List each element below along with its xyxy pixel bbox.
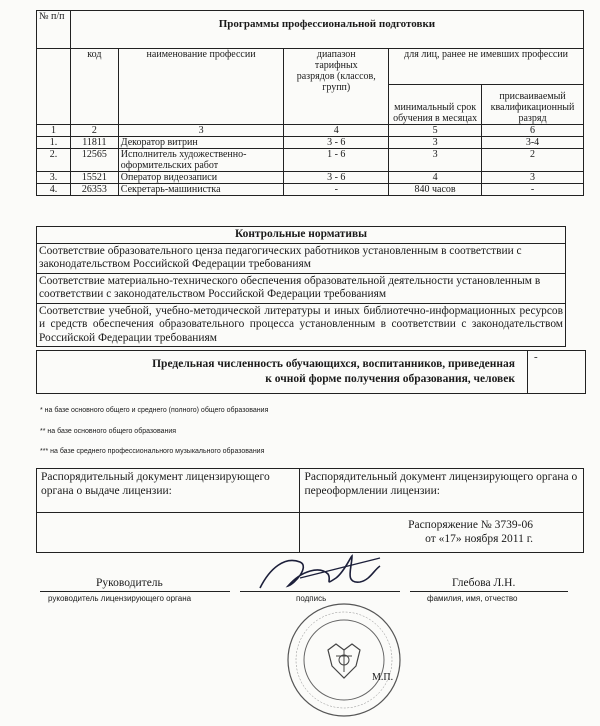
head-caption: руководитель лицензирующего органа xyxy=(48,594,192,603)
issue-document-label: Распорядительный документ лицензирующего органа о выдаче лицензии: xyxy=(37,469,300,513)
official-seal-stamp xyxy=(284,600,404,720)
col-num-header: № п/п xyxy=(37,11,71,49)
name-caption: фамилия, имя, отчество xyxy=(427,594,518,603)
footnote: * на базе основного общего и среднего (полного) общего образования xyxy=(40,407,269,414)
reissue-order xyxy=(300,513,584,553)
programs-table xyxy=(36,10,584,196)
control-norms-title: Контрольные нормативы xyxy=(37,227,566,244)
max-students-box xyxy=(36,350,586,394)
col-name-header: наименование профессии xyxy=(118,49,284,125)
table-row: 4. 26353 Секретарь-машинистка - 840 часов - xyxy=(37,184,584,196)
col-qual-header: присваиваемый квалификационный разряд xyxy=(482,85,584,125)
max-students-value: - xyxy=(527,351,585,393)
head-title: Руководитель xyxy=(96,577,163,589)
control-norms-table xyxy=(36,226,566,347)
reissue-document-label: Распорядительный документ лицензирующего органа о переоформлении лицензии: xyxy=(300,469,584,513)
max-students-label: Предельная численность обучающихся, воспитанников, приведенная к очной форме получения образования, человек xyxy=(152,358,515,385)
col-min-term-header: минимальный срок обучения в месяцах xyxy=(389,85,482,125)
order-number: Распоряжение № 3739-06 xyxy=(408,519,533,531)
footnote: ** на базе основного общего образования xyxy=(40,428,177,435)
norm-item: Соответствие материально-технического обеспечения образовательной деятельности установленным в соответствии с законодательством Российской Федерации требованиям xyxy=(37,273,566,303)
index-row: 1 2 3 4 5 6 xyxy=(37,125,584,137)
signer-name: Глебова Л.Н. xyxy=(452,577,516,589)
table-row: 2. 12565 Исполнитель художественно-оформительских работ 1 - 6 3 2 xyxy=(37,149,584,172)
col-code-header: код xyxy=(70,49,118,125)
footnote: *** на базе среднего профессионального музыкального образования xyxy=(40,448,265,455)
norm-item: Соответствие учебной, учебно-методической литературы и иных библиотечно-информационных ресурсов и средств обеспечения образовательного процесса установленным в соответствии с законодательством Российской Федерации требованиям xyxy=(37,303,566,347)
sign-caption: подпись xyxy=(296,594,327,603)
col-range-header: диапазон тарифных разрядов (классов, групп) xyxy=(284,49,389,125)
order-date: от «17» ноября 2011 г. xyxy=(425,532,533,545)
col-no-prof-header: для лиц, ранее не имевших профессии xyxy=(389,49,584,85)
licence-documents-table xyxy=(36,468,584,553)
table-row: 3. 15521 Оператор видеозаписи 3 - 6 4 3 xyxy=(37,172,584,184)
table-row: 1. 11811 Декоратор витрин 3 - 6 3 3-4 xyxy=(37,137,584,149)
norm-item: Соответствие образовательного ценза педагогических работников установленным в соответствии с законодательством Российской Федерации требованиям xyxy=(37,243,566,273)
programs-title: Программы профессиональной подготовки xyxy=(70,11,583,49)
stamp-mp-label: М.П. xyxy=(372,672,394,683)
